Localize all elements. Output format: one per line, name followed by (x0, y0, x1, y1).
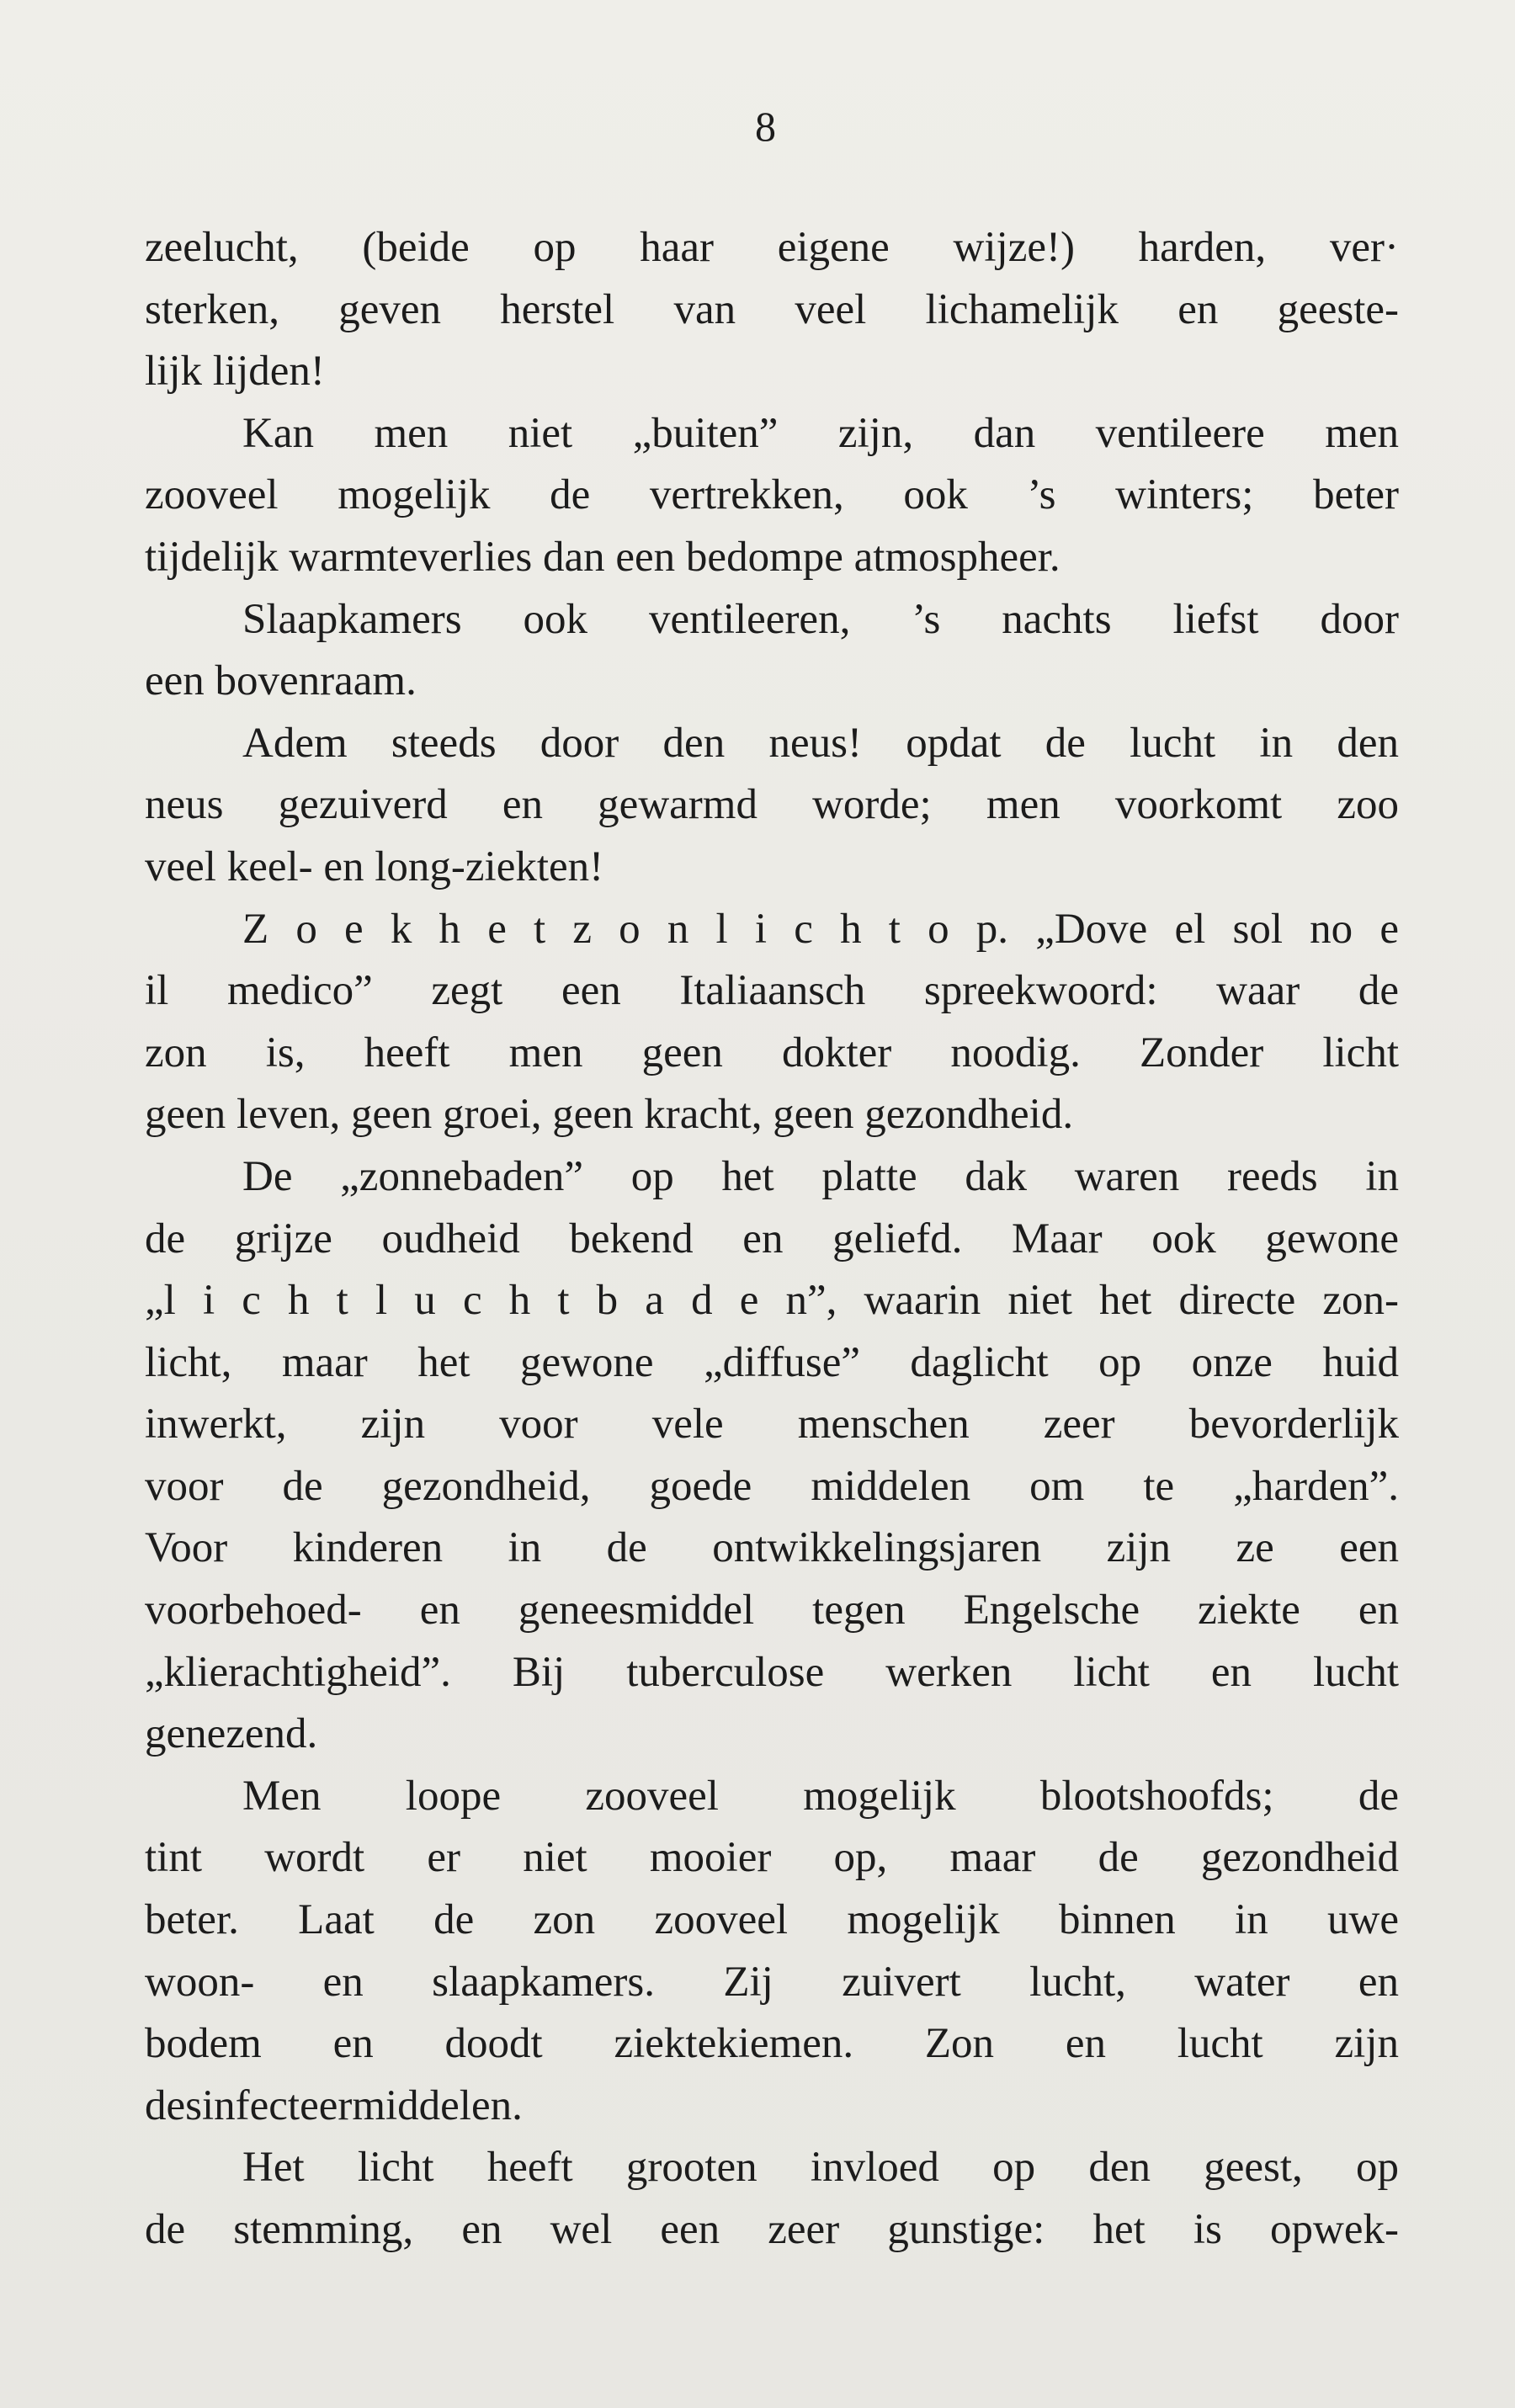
text-line: zeelucht, (beide op haar eigene wijze!) harden, ver· (145, 224, 1399, 271)
text-line: veel keel- en long-ziekten! (145, 843, 604, 890)
text-line: Men loope zooveel mogelijk blootshoofds; de (242, 1772, 1399, 1820)
text-line: Kan men niet „buiten” zijn, dan ventileere men (242, 409, 1399, 457)
text-line: desinfecteermiddelen. (145, 2081, 523, 2129)
text-line: tint wordt er niet mooier op, maar de gezondheid (145, 1834, 1399, 1882)
text-line: zon is, heeft men geen dokter noodig. Zonder licht (145, 1029, 1399, 1076)
text-line: sterken, geven herstel van veel lichamelijk en geeste- (145, 285, 1399, 333)
text-line: Voor kinderen in de ontwikkelingsjaren zijn ze een (145, 1524, 1399, 1572)
text-line: voorbehoed- en geneesmiddel tegen Engelsche ziekte en (145, 1587, 1399, 1635)
text-line: Slaapkamers ook ventileeren, ’s nachts liefst door (242, 595, 1399, 643)
text-line: de stemming, en wel een zeer gunstige: het is opwek- (145, 2206, 1399, 2253)
text-line: voor de gezondheid, goede middelen om te „harden”. (145, 1462, 1399, 1510)
text-line: woon- en slaapkamers. Zij zuivert lucht, water en (145, 1958, 1399, 2006)
page-number: 8 (755, 103, 777, 150)
body-text (145, 217, 1399, 2262)
text-line: tijdelijk warmteverlies dan een bedompe atmospheer. (145, 533, 1060, 581)
text-line: beter. Laat de zon zooveel mogelijk binnen in uwe (145, 1896, 1399, 1944)
text-line: lijk lijden! (145, 348, 325, 396)
text-line: il medico” zegt een Italiaansch spreekwoord: waar de (145, 967, 1399, 1015)
text-line: geen leven, geen groei, geen kracht, geen gezondheid. (145, 1091, 1074, 1139)
text-line: bodem en doodt ziektekiemen. Zon en lucht zijn (145, 2020, 1399, 2068)
text-line: genezend. (145, 1710, 318, 1758)
text-line: Het licht heeft grooten invloed op den geest, op (242, 2144, 1399, 2192)
text-line: „l i c h t l u c h t b a d e n”, waarin niet het directe zon- (145, 1277, 1399, 1325)
text-line: de grijze oudheid bekend en geliefd. Maar ook gewone (145, 1215, 1399, 1262)
text-line: Adem steeds door den neus! opdat de lucht in den (242, 719, 1399, 767)
text-line: zooveel mogelijk de vertrekken, ook ’s winters; beter (145, 471, 1399, 519)
text-line: licht, maar het gewone „diffuse” daglicht op onze huid (145, 1338, 1399, 1386)
text-line: neus gezuiverd en gewarmd worde; men voorkomt zoo (145, 781, 1399, 829)
text-line: De „zonnebaden” op het platte dak waren reeds in (242, 1152, 1399, 1200)
text-line: inwerkt, zijn voor vele menschen zeer bevorderlijk (145, 1401, 1399, 1449)
text-line: „klierachtigheid”. Bij tuberculose werken licht en lucht (145, 1648, 1399, 1696)
text-line: een bovenraam. (145, 657, 417, 705)
text-line: Z o e k h e t z o n l i c h t o p. „Dove el sol no e (242, 905, 1399, 953)
